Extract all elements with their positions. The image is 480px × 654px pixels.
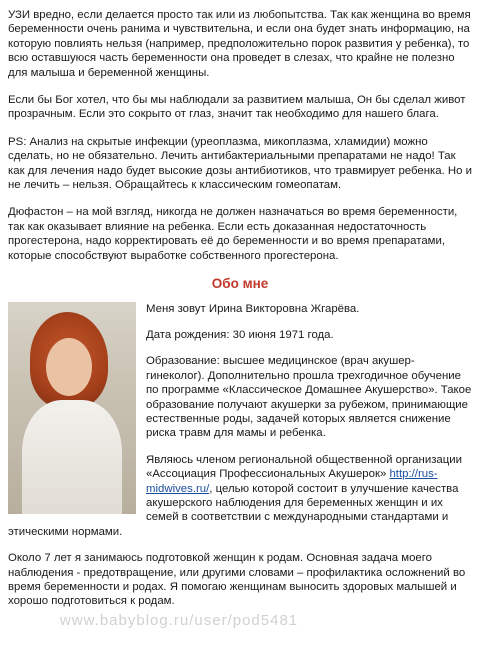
photo-face <box>46 338 92 396</box>
name-line: Меня зовут Ирина Викторовна Жгарёва. <box>146 302 360 315</box>
midwives-link[interactable]: http://rus-midwives.ru/ <box>146 468 438 495</box>
author-photo <box>8 302 136 514</box>
about-section <box>8 302 472 609</box>
paragraph-infections: PS: Анализ на скрытые инфекции (уреоплазма, микоплазма, хламидии) можно сделать, но не обязательно. Лечить антибактериальными препаратами не надо! Так как для лечения надо будет высокие дозы антибиотиков, что травмирует ребенка. Но и не лечить – нельзя. Обращайтесь к классическим гомеопатам. <box>8 135 472 192</box>
about-heading: Обо мне <box>211 276 269 292</box>
photo-body <box>22 400 122 514</box>
membership-before: Являюсь членом региональной общественной организации «Ассоциация Профессиональных Акушерок» <box>146 453 463 481</box>
preparation-text: Около 7 лет я занимаюсь подготовкой женщин к родам. Основная задача моего наблюдения - предотвращение, или другими словами – профилактика осложнений во время беременности и родах. Я помогаю женщинам выносить здоровых малышей и хорошо подготовиться к родам. <box>8 552 466 608</box>
education-text: Образование: высшее медицинское (врач акушер-гинеколог). Дополнительно прошла трехгодичное обучение по программе «Классическое Домашнее Акушерство». Такое образование получают акушерки за рубежом, принимающие естественные роды, задачей которых является снижение риска травм для мамы и ребенка. <box>146 355 472 440</box>
birth-line: Дата рождения: 30 июня 1971 года. <box>146 328 334 341</box>
paragraph-ultrasound: УЗИ вредно, если делается просто так или из любопытства. Так как женщина во время беременности очень ранима и чувствительна, и если она будет знать информацию, на которую повлиять нельзя (например, предположительно порок развития у ребенка), то всю оставшуюся часть беременности она проведет в слезах, что крайне не полезно для малыша и беременной женщины. <box>8 9 471 79</box>
membership-after: , целью которой состоит в улучшение качества акушерского наблюдения для беременных женщин и их семей в соответствии с международными стандартами и этическими нормами. <box>8 482 459 538</box>
watermark: www.babyblog.ru/user/pod5481 <box>60 612 299 629</box>
paragraph-god: Если бы Бог хотел, что бы мы наблюдали за развитием малыша, Он бы сделал живот прозрачным. Если это сокрыто от глаз, значит так необходимо для нашего блага. <box>8 94 466 121</box>
paragraph-dufaston: Дюфастон – на мой взгляд, никогда не должен назначаться во время беременности, так как оказывает влияние на ребенка. Если есть доказанная недостаточность прогестерона, надо корректировать её до беременности и во время препаратами, которые способствуют выработке собственного прогестерона. <box>8 206 458 262</box>
document-page <box>0 8 480 654</box>
